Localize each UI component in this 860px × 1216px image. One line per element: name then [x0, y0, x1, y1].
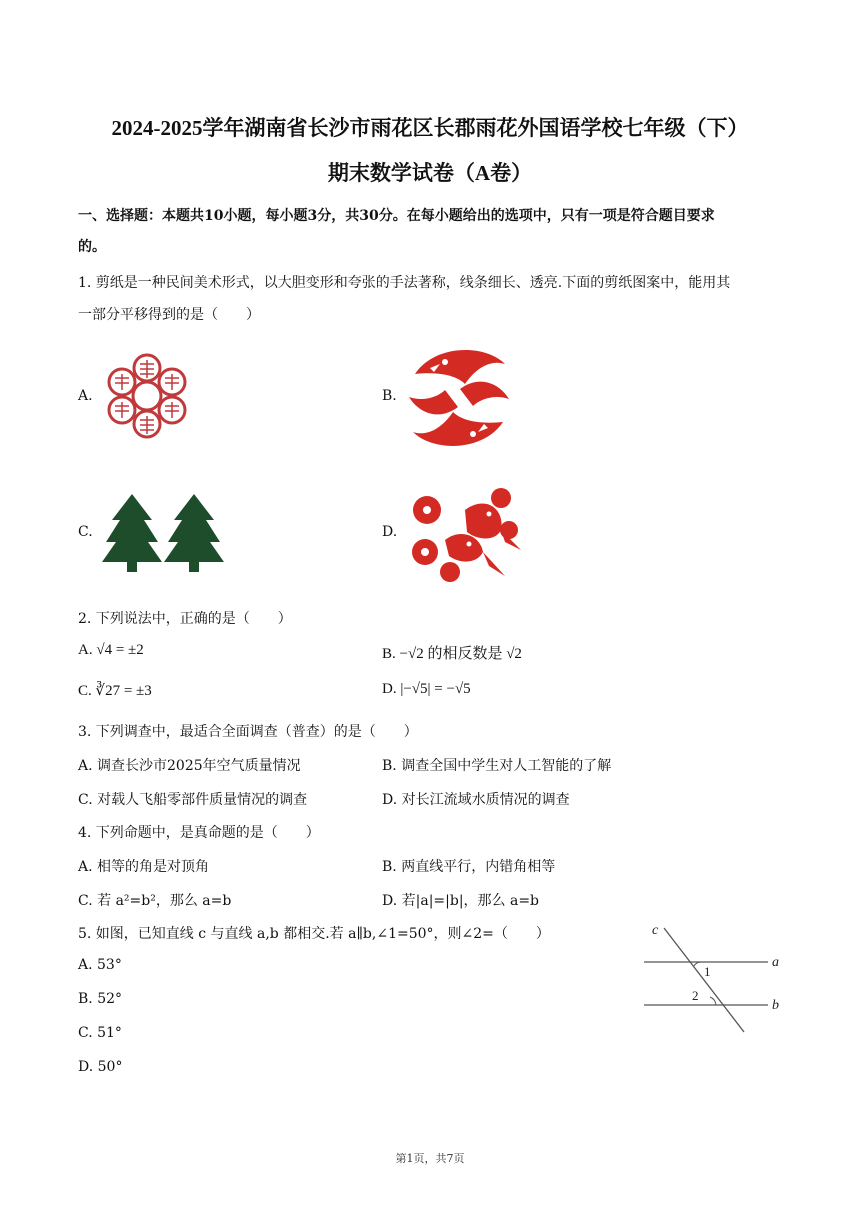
q4-option-d: D. 若|a|=|b|，那么 a=b: [382, 893, 540, 909]
q2-stem: 2. 下列说法中，正确的是（ ）: [78, 611, 292, 627]
section-header-line-2: 的。: [78, 239, 106, 255]
q5-option-a: A. 53°: [78, 957, 122, 973]
page-footer: 第1页，共7页: [395, 1152, 465, 1165]
q4-option-a: A. 相等的角是对顶角: [78, 859, 210, 875]
q3-stem: 3. 下列调查中，最适合全面调查（普查）的是（ ）: [78, 724, 418, 740]
q5-option-d: D. 50°: [78, 1059, 123, 1075]
q1-option-b-papercut-image: [405, 344, 513, 452]
label-angle-2: 2: [692, 988, 699, 1003]
q2-option-d: D. |−√5| = −√5: [382, 681, 471, 697]
q2-option-c: C. ∛27 = ±3: [78, 683, 152, 699]
q5-stem: 5. 如图，已知直线 c 与直线 a,b 都相交.若 a∥b,∠1=50°，则∠2=（ ）: [78, 926, 550, 942]
q1-option-d-papercut-image: [405, 480, 523, 588]
label-angle-1: 1: [704, 964, 711, 979]
q3-option-a: A. 调查长沙市2025年空气质量情况: [78, 758, 301, 774]
q1-stem-line-2: 一部分平移得到的是（ ）: [78, 307, 260, 323]
line-c: [664, 928, 744, 1032]
title-line-1: 2024-2025学年湖南省长沙市雨花区长郡雨花外国语学校七年级（下）: [111, 116, 749, 140]
label-b: b: [772, 998, 779, 1013]
q1-option-b-label: B.: [382, 388, 397, 404]
q3-option-d: D. 对长江流域水质情况的调查: [382, 792, 570, 808]
q1-stem-line-1: 1. 剪纸是一种民间美术形式，以大胆变形和夸张的手法著称，线条细长、透亮.下面的剪纸图案中，能用其: [78, 275, 731, 291]
q1-option-a-papercut-image: [102, 350, 192, 442]
q3-option-c: C. 对载人飞船零部件质量情况的调查: [78, 792, 308, 808]
q1-option-d-label: D.: [382, 524, 398, 540]
q4-option-c: C. 若 a²=b²，那么 a=b: [78, 893, 232, 909]
section-header-line-1: 一、选择题：本题共10小题，每小题3分，共30分。在每小题给出的选项中，只有一项是符合题目要求: [78, 208, 715, 224]
title-line-2: 期末数学试卷（A卷）: [327, 161, 533, 185]
q3-option-b: B. 调查全国中学生对人工智能的了解: [382, 758, 612, 774]
q4-option-b: B. 两直线平行，内错角相等: [382, 859, 556, 875]
q1-option-a-label: A.: [78, 388, 93, 404]
q4-stem: 4. 下列命题中，是真命题的是（ ）: [78, 825, 320, 841]
q5-option-b: B. 52°: [78, 991, 123, 1007]
q2-option-b: B. −√2 的相反数是 √2: [382, 646, 522, 662]
q5-parallel-lines-figure: [640, 920, 790, 1040]
q1-option-c-tree-image: [102, 492, 226, 574]
label-a: a: [772, 955, 779, 970]
q2-option-a: A. √4 = ±2: [78, 642, 144, 658]
q5-option-c: C. 51°: [78, 1025, 122, 1041]
label-c: c: [652, 923, 659, 938]
q1-option-c-label: C.: [78, 524, 93, 540]
